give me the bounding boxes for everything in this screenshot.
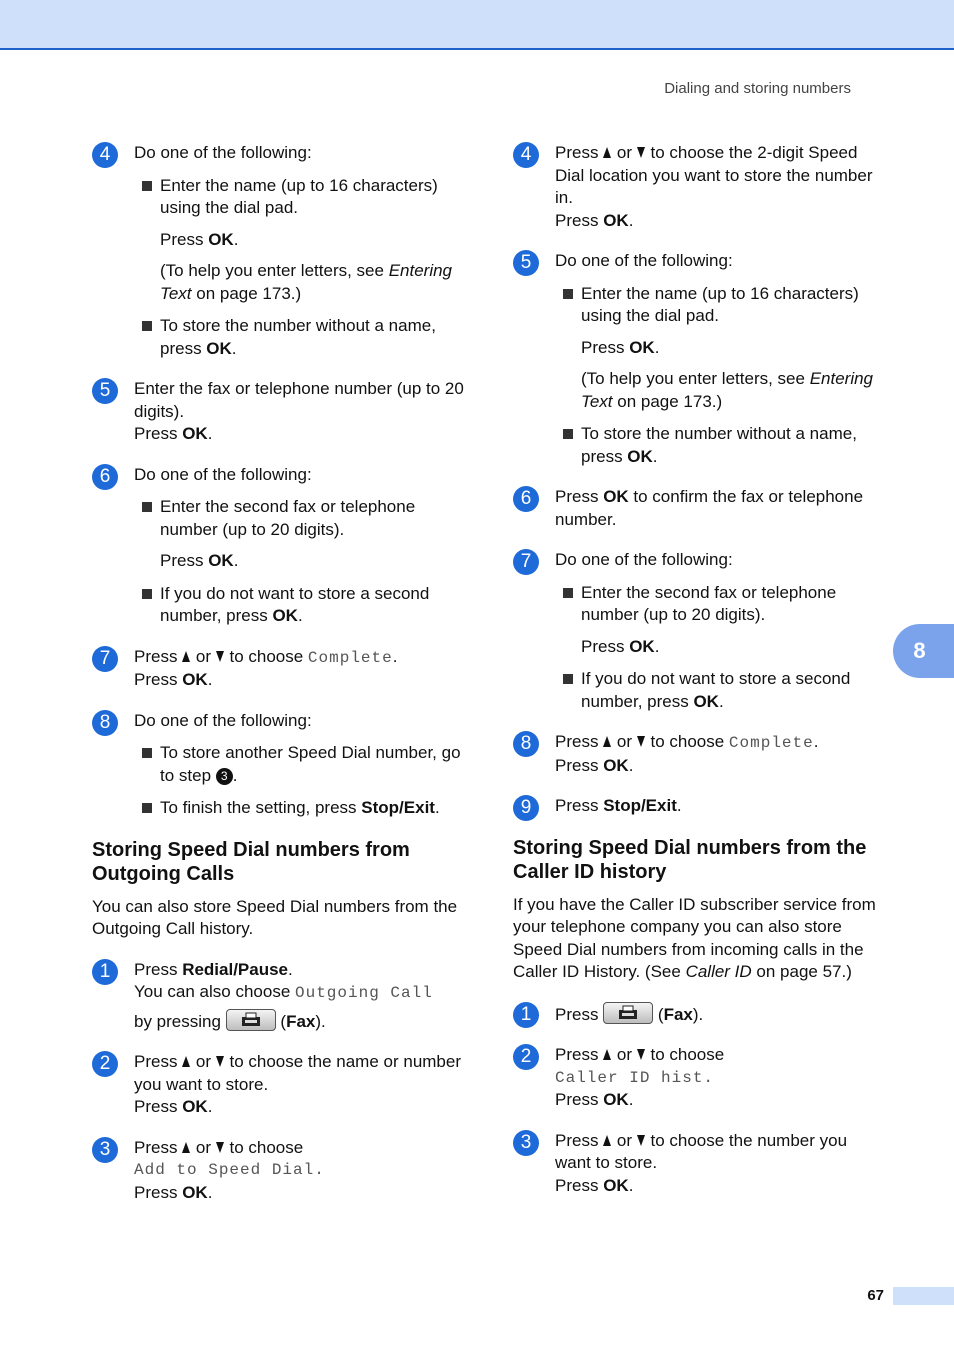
bullet-item: Enter the name (up to 16 characters) using the dial pad. [134,175,464,220]
chapter-tab: 8 [893,624,954,678]
bullet-item: Enter the second fax or telephone number (up to 20 digits). [134,496,464,541]
down-arrow-icon [216,1056,225,1067]
page-number-bar [893,1287,954,1305]
step-number: 8 [92,710,118,736]
step-number: 8 [513,731,539,757]
down-arrow-icon [637,1049,646,1060]
bullet-item: If you do not want to store a second number, press OK. [134,583,464,628]
bullet-item: Enter the second fax or telephone number (up to 20 digits). [555,582,885,627]
step-number: 9 [513,795,539,821]
step-number: 4 [513,142,539,168]
bullet-item: To store another Speed Dial number, go to step 3 . [134,742,464,787]
step-number: 1 [513,1002,539,1028]
section-intro: You can also store Speed Dial numbers from the Outgoing Call history. [92,896,458,938]
right-column [513,142,885,1215]
step-number: 5 [513,250,539,276]
step-8: 8 Press or to choose Complete. Press OK. [513,731,885,777]
header-band [0,0,954,50]
step-6: 6 Press OK to confirm the fax or telephone number. [513,486,885,531]
step-number: 3 [92,1137,118,1163]
up-arrow-icon [182,1056,191,1067]
step-6: 6 Do one of the following: Enter the second fax or telephone number (up to 20 digits). Press OK. If you do not want to store a second number, press OK. [92,464,464,628]
bullet-item: To store the number without a name, press OK. [134,315,464,360]
step-5: 5 Do one of the following: Enter the name (up to 16 characters) using the dial pad. Press OK. (To help you enter letters, see Entering Text on page 173.) To store the number without a name, press OK. [513,250,885,468]
step-4: 4 Do one of the following: Enter the name (up to 16 characters) using the dial pad. Press OK. (To help you enter letters, see Entering Text on page 173.) To store the number without a name, press OK. [92,142,464,360]
bullet-item: If you do not want to store a second number, press OK. [555,668,885,713]
up-arrow-icon [603,736,612,747]
down-arrow-icon [637,147,646,158]
step-9: 9 Press Stop/Exit. [513,795,885,818]
step-number: 4 [92,142,118,168]
step-reference: 3 [216,768,233,785]
down-arrow-icon [216,1142,225,1153]
section-heading: Storing Speed Dial numbers from the Caller ID history [513,836,867,883]
up-arrow-icon [603,147,612,158]
step-number: 6 [513,486,539,512]
section-intro: If you have the Caller ID subscriber service from your telephone company you can also store Speed Dial numbers from incoming calls in the Caller ID History. (See Caller ID on page 57.) [513,894,876,981]
up-arrow-icon [603,1135,612,1146]
up-arrow-icon [182,1142,191,1153]
outgoing-step-2: 2 Press or to choose the name or number you want to store. Press OK. [92,1051,464,1119]
fax-button-icon [226,1009,276,1031]
left-column [92,142,464,1222]
fax-button-icon [603,1002,653,1024]
step-5: 5 Enter the fax or telephone number (up to 20 digits). Press OK. [92,378,464,446]
step-number: 6 [92,464,118,490]
step-8: 8 Do one of the following: To store another Speed Dial number, go to step 3 . To finish the setting, press Stop/Exit. [92,710,464,820]
callerid-step-3: 3 Press or to choose the number you want to store. Press OK. [513,1130,885,1198]
down-arrow-icon [637,736,646,747]
outgoing-step-3: 3 Press or to choose Add to Speed Dial. Press OK. [92,1137,464,1205]
up-arrow-icon [182,651,191,662]
bullet-item: To finish the setting, press Stop/Exit. [134,797,464,820]
section-heading: Storing Speed Dial numbers from Outgoing Calls [92,838,410,885]
step-number: 3 [513,1130,539,1156]
step-7: 7 Press or to choose Complete. Press OK. [92,646,464,692]
page-number: 67 [867,1287,884,1304]
outgoing-step-1: 1 Press Redial/Pause. You can also choose Outgoing Call by pressing (Fax). [92,959,464,1034]
up-arrow-icon [603,1049,612,1060]
step-number: 2 [92,1051,118,1077]
callerid-step-1: 1 Press (Fax). [513,1002,885,1027]
down-arrow-icon [216,651,225,662]
callerid-step-2: 2 Press or to choose Caller ID hist. Press OK. [513,1044,885,1112]
step-7: 7 Do one of the following: Enter the second fax or telephone number (up to 20 digits). Press OK. If you do not want to store a second number, press OK. [513,549,885,713]
step-number: 1 [92,959,118,985]
bullet-item: To store the number without a name, press OK. [555,423,885,468]
step-4: 4 Press or to choose the 2-digit Speed Dial location you want to store the number in. Press OK. [513,142,885,232]
running-title: Dialing and storing numbers [664,80,851,97]
step-number: 7 [92,646,118,672]
bullet-item: Enter the name (up to 16 characters) using the dial pad. [555,283,885,328]
step-number: 2 [513,1044,539,1070]
step-number: 7 [513,549,539,575]
down-arrow-icon [637,1135,646,1146]
step-number: 5 [92,378,118,404]
